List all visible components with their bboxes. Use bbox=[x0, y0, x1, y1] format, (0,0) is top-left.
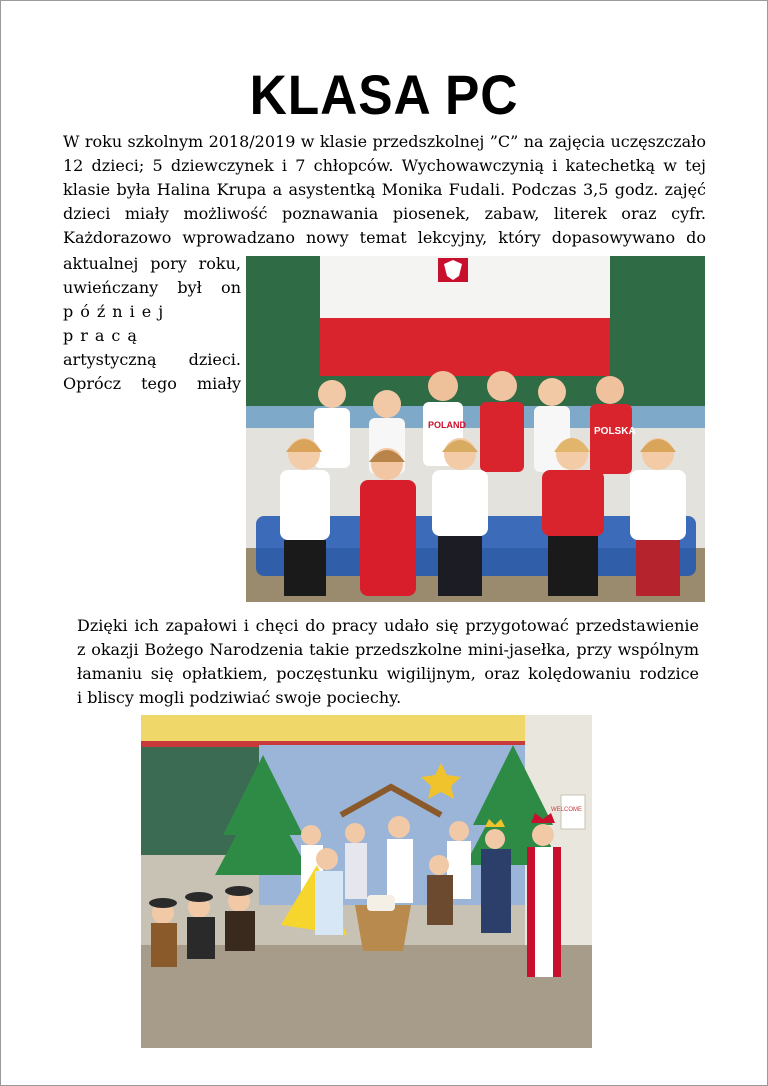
class-group-photo bbox=[246, 256, 705, 602]
page-title: KLASA PC bbox=[249, 63, 519, 126]
intro-line: W roku szkolnym 2018/2019 w klasie przedszkolnej ”C” na zajęcia uczęszczało bbox=[63, 132, 706, 151]
intro-line: klasie była Halina Krupa a asystentką Monika Fudali. Podczas 3,5 godz. zajęć bbox=[63, 180, 706, 199]
shirt-text: POLAND bbox=[428, 420, 466, 430]
wall-sign-text: WELCOME bbox=[551, 807, 583, 813]
closing-line: z okazji Bożego Narodzenia takie przedszkolne mini-jasełka, przy wspólnym bbox=[77, 640, 699, 659]
wrap-line: uwieńczany był on bbox=[63, 278, 241, 297]
wrap-line: później pracą bbox=[63, 302, 171, 345]
closing-line: łamaniu się opłatkiem, poczęstunku wigilijnym, oraz kolędowaniu rodzice bbox=[77, 664, 699, 683]
nativity-play-photo bbox=[141, 715, 592, 1048]
wrap-line: artystyczną dzieci. bbox=[63, 350, 241, 369]
shirt-text: POLSKA bbox=[594, 426, 636, 437]
wrap-line: aktualnej pory roku, bbox=[63, 254, 241, 273]
intro-paragraph bbox=[63, 130, 706, 250]
eagle-emblem-icon bbox=[438, 258, 468, 282]
closing-line: Dzięki ich zapałowi i chęci do pracy udało się przygotować przedstawienie bbox=[77, 616, 699, 635]
intro-line: Każdorazowo wprowadzano nowy temat lekcyjny, który dopasowywano do bbox=[63, 228, 706, 247]
wrapped-paragraph bbox=[63, 252, 241, 396]
wrap-line: Oprócz tego miały bbox=[63, 374, 241, 393]
closing-paragraph bbox=[77, 614, 699, 710]
intro-line: dzieci miały możliwość poznawania piosenek, zabaw, literek oraz cyfr. bbox=[63, 204, 706, 223]
closing-line: i bliscy mogli podziwiać swoje pociechy. bbox=[77, 688, 402, 707]
intro-line: 12 dzieci; 5 dziewczynek i 7 chłopców. Wychowawczynią i katechetką w tej bbox=[63, 156, 706, 175]
